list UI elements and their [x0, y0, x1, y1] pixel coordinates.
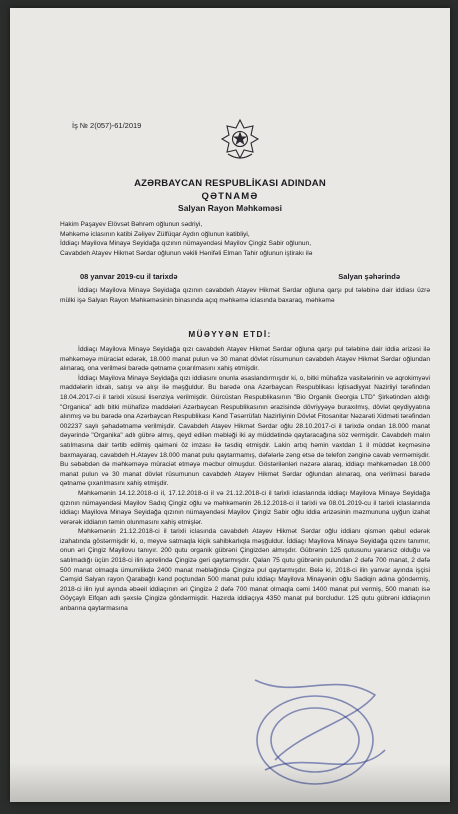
decision-heading: QƏTNAMƏ	[201, 191, 259, 202]
established-heading: MÜƏYYƏN ETDİ:	[188, 330, 272, 339]
document-page	[10, 8, 450, 802]
intro-text: İddiaçı Mayilova Minayə Seyidağa qızının cavabdeh Atayev Hikmət Sərdar oğluna qarşı pul tələbinə dair iddiası üzrə mülki işə Salyan Rayon Məhkəməsinin binasında açıq məhkəmə iclasında baxaraq, məhkəmə	[60, 287, 430, 304]
body-paragraph: Məhkəmənin 14.12.2018-ci il, 17.12.2018-ci il və 21.12.2018-ci il tarixli iclaslarında iddiaçı Mayilova Minayə Seyidağa qızının nümayəndəsi Mayilov Sadıq Çingiz oğlu və məhkəmənin 26.12.2018-ci il tarixli və 08.01.2019-cu il tarixli iclaslarında iddiaçı Mayilova Minayə Seyidağa qızının nümayəndəsi Mayilov Çingiz Sabir oğlu iddia ərizəsinin məzmununa uyğun izahat verərək iddianın təmin olunmasını xahiş etmişlər.	[60, 489, 430, 526]
composition-line: Məhkəmə iclasının katibi Zəliyev Zülfüqar Aydın oğlunun katibliyi,	[60, 230, 250, 238]
intro-paragraph	[60, 286, 430, 305]
body-paragraph: Məhkəmənin 21.12.2018-ci il tarixli iclasında cavabdeh Atayev Hikmət Sərdar oğlu iddianı qismən qəbul edərək izahatında göstərmişdir ki, o, meyvə satmaqla kiçik sahibkarlıqla məşğuldur. İddiaçı Mayilova Minayə Seyidağa qızını tanımır, onun əri Çingiz Mayilovu tanıyır. 200 qutu organik gübrəni Çingizdən almışdır. Gübrənin 125 qutusunu yararsız olduğu və satılmadığı üçün 2018-ci ilin aprelində Çingizə geri qaytarmışdır. Qalan 75 qutu gübrənin pulundan 2 dəfə 700 manat, 2 dəfə 500 manat olmaqla ümumilikdə 2400 manat məbləğində Çingizə pul qaytarmışdır. Belə ki, 2018-ci ilin yanvar ayında işçisi Cəmşid Salyan rayon Qarabağlı kənd poçtundan 500 manat pulu iddiaçı Mayilova Minayənin oğlu Sadiqin adına göndərmiş, 2018-ci ilin iyul ayında əbəeil iddiaçının əri Çingizə 2 dəfə 700 manat olmaqla cəmi 1400 manat pul vermiş, 500 manatı isə Göyçaylı Elfqan adlı şəxslə Çingizə göndərmişdir. Hazırda iddiaçıya 4350 manat pul borcludur. 125 qutu gübrəni iddiaçının anbarına qaytarmasına	[60, 528, 430, 613]
court-composition	[60, 220, 430, 258]
body-paragraph: İddiaçı Mayilova Minayə Seyidağa qızı iddiasını onunla əsaslandırmışdır ki, o, bitki mühafizə vasitələrinin və aqrokimyəvi maddələrin idxalı, satışı və alışı ilə məşğuldur. Bu barədə ona Azərbaycan Respublikası İqtisadiyyat Nazirliyi tərəfindən 18.04.2017-ci il tarixli xüsusi lisenziya verilmişdir. Gürcüstan Respublikasının "Bio Organik Georgia LTD" Şirkətindən aldığı "Organica" adlı bitki mühafizə maddələri Azərbaycan Respublikasının ərazisində dövriyyəyə buraxılmış, dövlət qeydiyyatına alınmış və bu barədə ona Azərbaycan Respublikası Kənd Təsərrüfatı Nazirliyinin Dövlət Fitosanitar Nəzarəti Xidməti tərəfindən 002237 saylı şəhadətnamə verilmişdir. Cavabdeh Atayev Hikmət Sərdar oğlu 28.10.2017-ci il tarixdə ondan 18.000 manat dəyərində "Organika" adlı gübrə almış, qeyd edilən məbləği iki ay müddətində qaytaracağına söz vermişdir. Cavabdeh malın satılmasına dair tərtib edilmiş qaiməni öz imzası ilə təsdiq etmişdir. Lakin artıq həmin vaxtdan 1 il müddət keçməsinə baxmayaraq, cavabdeh H.Atayev 18.000 manat pulu qaytarmamış, dəfələrlə zəng etsə də telefon zənginə cavab verməmişdir. Bu səbəbdən də məhkəməyə müraciət etməyə məcbur olmuşdur. Göstərilənləri nəzərə alaraq, iddiaçı məhkəmədən 18.000 manat pulun və 30 manat dövlət rüsumunun cavabdeh Atayev Hikmət Sərdar oğlundan alınaraq, ona verilməsi barədə qətnamə çıxarılmasını xahiş etmişdir.	[60, 374, 430, 488]
composition-line: İddiaçı Mayilova Minayə Seyidağa qızının nümayəndəsi Mayilov Çingiz Sabir oğlunun,	[60, 240, 312, 248]
body-paragraph: İddiaçı Mayilova Minayə Seyidağa qızı cavabdeh Atayev Hikmət Sərdar oğluna qarşı pul tələbinə dair iddia ərizəsi ilə məhkəməyə müraciət edərək, 18.000 manat pulun və 30 manat dövlət rüsumunun cavabdeh Atayev Hikmət Sərdar oğlundan alınaraq, ona verilməsi barədə qətnamə çıxarılmasını xahiş etmişdir.	[60, 346, 430, 373]
document-title: AZƏRBAYCAN RESPUBLİKASI ADINDAN	[134, 178, 326, 189]
state-emblem-icon	[220, 118, 260, 162]
page-shadow	[10, 762, 450, 802]
hearing-date: 08 yanvar 2019-cu il tarixdə	[80, 272, 178, 281]
case-number: İş № 2(057)-61/2019	[72, 121, 142, 130]
composition-line: Cavabdeh Atayev Hikmət Sərdar oğlunun vəkili Hənifəli Elman Tahir oğlunun iştirakı ilə	[60, 249, 313, 257]
composition-line: Hakim Paşayev Elövsət Bəhrəm oğlunun sədriyi,	[60, 221, 203, 228]
hearing-place: Salyan şəhərində	[338, 272, 400, 281]
body-text	[60, 345, 430, 614]
court-name: Salyan Rayon Məhkəməsi	[178, 203, 282, 213]
